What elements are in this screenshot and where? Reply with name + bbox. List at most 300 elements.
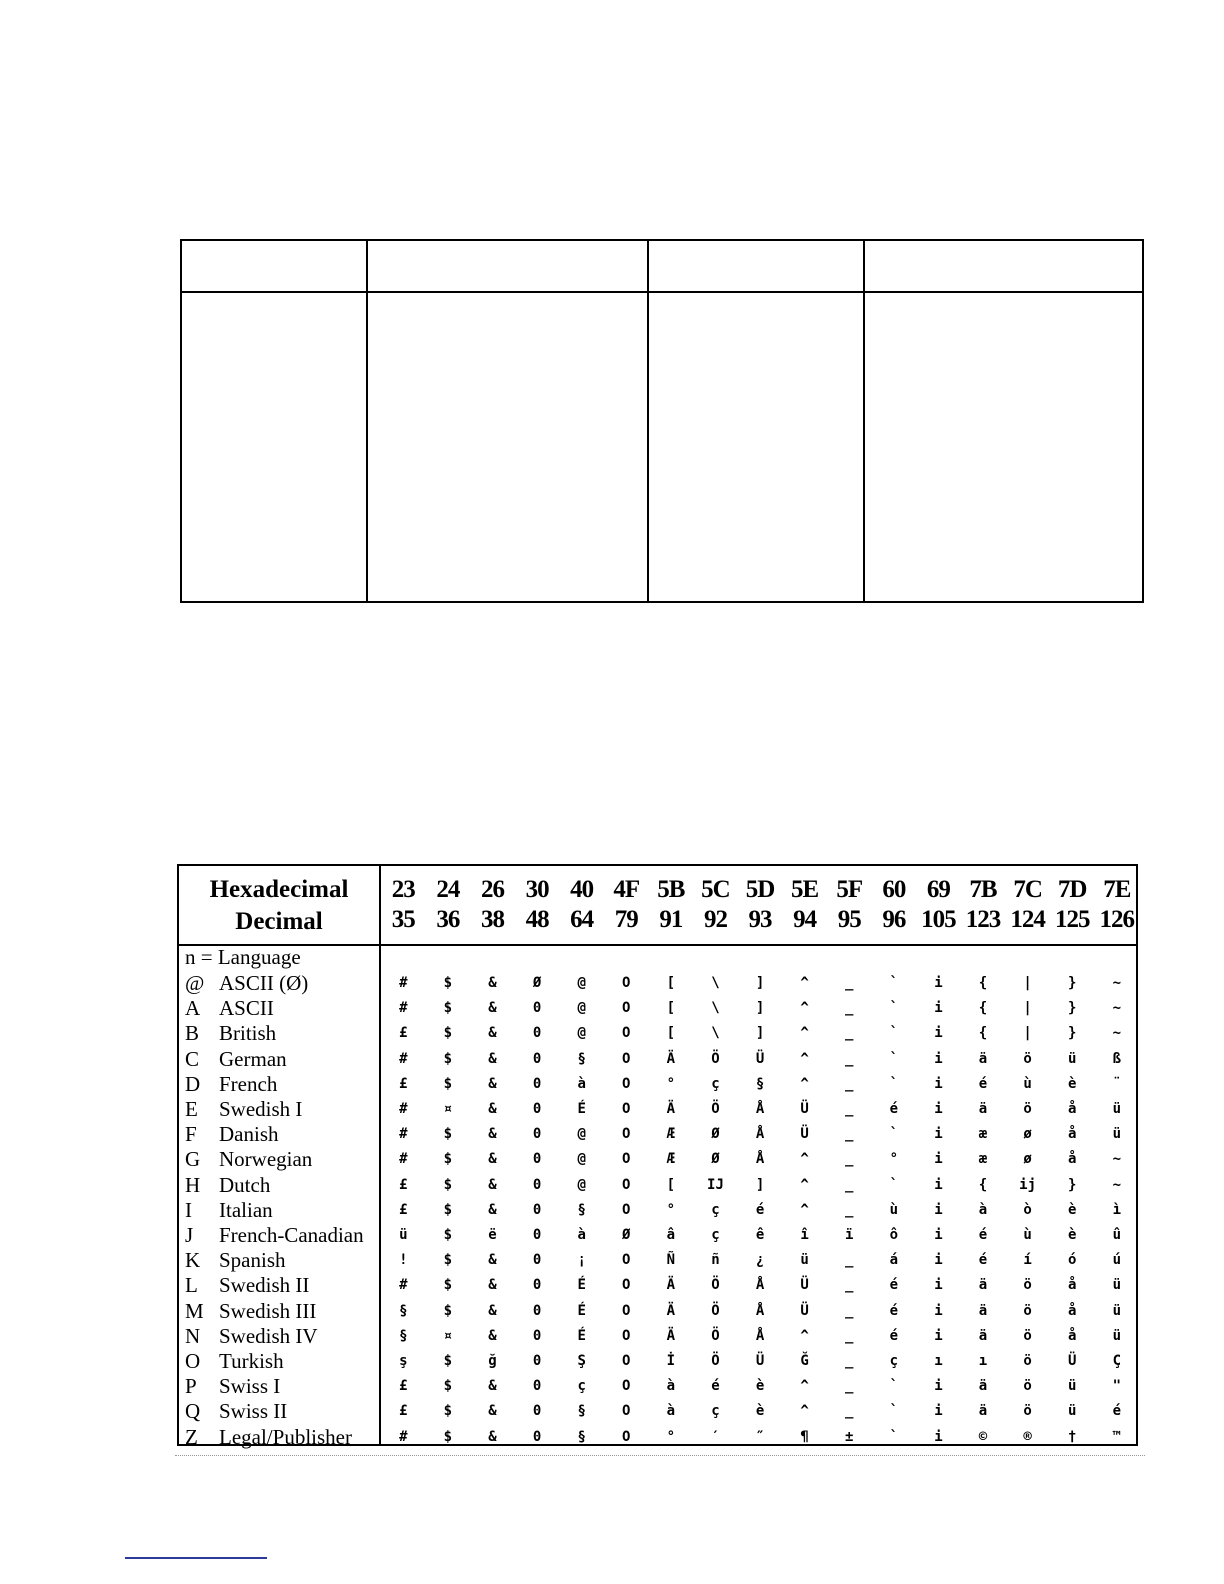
character-cell: é [755, 1201, 765, 1218]
hex-code-4f: 4F [613, 876, 640, 903]
dec-code-64: 64 [570, 906, 594, 933]
empty-header-cell-2 [367, 240, 648, 292]
character-cell: § [577, 1201, 586, 1218]
character-cell: 0 [532, 1403, 542, 1420]
language-name: Swedish II [219, 1273, 310, 1298]
character-row [381, 1399, 1136, 1424]
character-cell: ° [666, 1075, 676, 1092]
character-cell: ` [889, 1000, 899, 1017]
character-cell: O [622, 1126, 631, 1143]
character-cell: ± [845, 1428, 854, 1445]
character-cell: ü [1067, 1050, 1077, 1067]
character-cell: è [755, 1403, 765, 1420]
character-cell: é [711, 1378, 720, 1395]
dec-code-79: 79 [614, 906, 638, 933]
character-cell: ü [399, 1227, 408, 1243]
language-name: Danish [219, 1122, 279, 1147]
character-cell: Ö [711, 1353, 720, 1369]
language-row [185, 1399, 287, 1424]
character-cell: # [399, 1428, 408, 1445]
character-cell: Ä [666, 1101, 676, 1117]
hex-label: Hexadecimal [209, 876, 349, 903]
character-cell: _ [845, 1000, 854, 1017]
character-cell: $ [443, 1277, 453, 1294]
language-name: Norwegian [219, 1147, 313, 1172]
character-cell: $ [443, 1075, 453, 1092]
character-cell: ø [1023, 1151, 1032, 1168]
character-row [381, 1198, 1136, 1223]
character-cell: Ø [711, 1151, 720, 1168]
hex-code-5f: 5F [836, 876, 863, 903]
character-cell: ü [1112, 1327, 1122, 1344]
character-cell: 0 [532, 1353, 542, 1369]
character-cell: ù [1023, 1227, 1032, 1243]
character-cell: ê [755, 1227, 765, 1243]
character-cell: _ [845, 1151, 854, 1168]
hex-code-69: 69 [926, 876, 950, 903]
character-cell: ä [978, 1302, 988, 1319]
character-cell: 0 [532, 1302, 542, 1319]
character-row [381, 1097, 1136, 1122]
character-cell: ` [889, 1075, 899, 1092]
character-cell: i [934, 1403, 943, 1420]
character-cell: i [934, 975, 943, 991]
character-cell: $ [443, 1151, 453, 1168]
character-cell: ^ [800, 1075, 809, 1092]
character-cell: 0 [532, 1227, 542, 1243]
hex-code-23: 23 [391, 876, 415, 903]
character-cell: " [1112, 1378, 1122, 1395]
footnote-rule [125, 1557, 267, 1559]
language-code: P [185, 1374, 197, 1399]
character-cell: i [934, 1151, 943, 1168]
character-cell: O [622, 1302, 631, 1319]
language-name: German [219, 1046, 287, 1071]
charset-header-codes [381, 866, 1136, 946]
character-cell: i [934, 1050, 943, 1067]
character-cell: ® [1023, 1428, 1032, 1445]
character-cell: ì [1112, 1201, 1122, 1218]
character-cell: ¶ [800, 1428, 809, 1445]
charset-header-label [179, 866, 381, 946]
character-cell: ç [711, 1075, 720, 1092]
character-cell: 0 [532, 1000, 542, 1017]
character-cell: Ü [800, 1277, 809, 1294]
language-row [185, 1173, 270, 1198]
language-name: Legal/Publisher [219, 1424, 352, 1449]
character-cell: $ [443, 1201, 453, 1218]
character-cell: _ [845, 1126, 854, 1143]
character-cell: é [889, 1101, 899, 1117]
character-cell: ç [711, 1227, 720, 1243]
character-cell: Ö [711, 1327, 720, 1344]
character-cell: é [889, 1302, 899, 1319]
hex-code-5e: 5E [791, 876, 819, 903]
character-cell: ^ [800, 1378, 809, 1395]
empty-body-cell-2 [367, 292, 648, 602]
language-name: French [219, 1071, 278, 1096]
character-cell: Ä [666, 1277, 676, 1294]
character-cell: ° [666, 1428, 676, 1445]
language-row [185, 1223, 364, 1248]
character-cell: å [1067, 1302, 1077, 1319]
character-cell: # [399, 1000, 408, 1017]
character-cell: @ [577, 1000, 586, 1017]
character-cell: & [488, 1327, 497, 1344]
dec-code-35: 35 [391, 906, 415, 933]
character-cell: ` [889, 1403, 899, 1420]
language-row [185, 1072, 277, 1097]
character-row [381, 1122, 1136, 1147]
dec-code-96: 96 [882, 906, 906, 933]
character-cell: © [978, 1428, 988, 1445]
character-cell: Ü [1067, 1353, 1077, 1369]
language-code: M [185, 1298, 204, 1323]
character-cell: Æ [666, 1126, 676, 1143]
character-cell: _ [845, 1353, 854, 1369]
character-cell: _ [845, 1050, 854, 1067]
character-grid [381, 946, 1136, 1444]
character-cell: ′ [711, 1428, 720, 1445]
character-cell: $ [443, 1050, 453, 1067]
character-cell: Ø [622, 1227, 631, 1243]
character-cell: Ü [800, 1302, 809, 1319]
language-row [185, 1047, 287, 1072]
character-cell: Ö [711, 1101, 720, 1117]
character-cell: ü [1067, 1378, 1077, 1395]
character-cell: á [889, 1252, 899, 1269]
character-row [381, 1324, 1136, 1349]
language-code: I [185, 1197, 192, 1222]
language-row [185, 971, 308, 996]
character-cell: ò [1023, 1201, 1032, 1218]
character-cell: É [577, 1302, 586, 1319]
character-cell: Ö [711, 1277, 720, 1294]
character-cell: ö [1023, 1403, 1032, 1420]
character-cell: é [978, 1252, 988, 1269]
character-cell: ] [755, 975, 765, 991]
character-cell: ë [488, 1227, 497, 1243]
language-name: Dutch [219, 1172, 271, 1197]
character-cell: { [978, 1176, 988, 1193]
dec-code-126: 126 [1099, 906, 1135, 933]
character-cell: i [934, 1176, 943, 1193]
character-cell: & [488, 1025, 497, 1042]
character-cell: _ [845, 1327, 854, 1344]
character-row [381, 1425, 1136, 1450]
language-code: E [185, 1097, 198, 1121]
character-cell: $ [443, 1252, 453, 1269]
character-cell: İ [666, 1353, 676, 1369]
character-cell: } [1067, 1025, 1077, 1042]
character-cell: _ [845, 1101, 854, 1117]
character-cell: O [622, 1101, 631, 1117]
character-cell: Å [755, 1101, 765, 1117]
character-cell: æ [978, 1126, 988, 1143]
character-cell: i [934, 1378, 943, 1395]
character-cell: i [934, 1327, 943, 1344]
language-column-title: n = Language [185, 945, 301, 969]
language-name: ASCII (Ø) [219, 971, 309, 995]
character-cell: # [399, 1151, 408, 1168]
character-cell: Å [755, 1151, 765, 1168]
character-cell: @ [577, 1025, 586, 1042]
character-cell: i [934, 1025, 943, 1042]
character-cell: â [666, 1227, 676, 1243]
character-row [381, 1173, 1136, 1198]
dec-code-48: 48 [525, 906, 549, 933]
character-cell: ù [1023, 1075, 1032, 1092]
character-cell: @ [577, 975, 586, 991]
language-row [185, 1248, 286, 1273]
character-cell: | [1023, 1025, 1032, 1042]
language-code: Z [185, 1424, 198, 1449]
character-cell: Å [755, 1126, 765, 1143]
character-cell: ! [399, 1252, 408, 1269]
hex-code-30: 30 [525, 876, 549, 903]
empty-body-cell-3 [648, 292, 864, 602]
character-cell: 0 [532, 1075, 542, 1092]
character-cell: _ [845, 1302, 854, 1319]
language-name: Spanish [219, 1248, 286, 1273]
character-cell: [ [666, 1000, 676, 1017]
language-name: ASCII [219, 996, 274, 1021]
character-cell: _ [845, 1176, 854, 1193]
character-cell: ä [978, 1050, 988, 1067]
character-cell: ~ [1112, 1025, 1122, 1042]
language-row [185, 1374, 280, 1399]
character-cell: ß [1112, 1050, 1122, 1067]
character-cell: $ [443, 1353, 453, 1369]
character-cell: æ [978, 1151, 988, 1168]
character-cell: | [1023, 1000, 1032, 1017]
dec-code-123: 123 [965, 906, 1001, 933]
character-cell: í [1023, 1252, 1032, 1269]
character-cell: ij [1019, 1176, 1037, 1193]
character-cell: 0 [532, 1050, 542, 1067]
character-cell: ö [1023, 1327, 1032, 1344]
language-row [185, 1273, 309, 1298]
character-cell: ] [755, 1025, 765, 1042]
dec-code-95: 95 [837, 906, 861, 933]
character-cell: ñ [711, 1252, 720, 1269]
character-cell: ı [934, 1353, 943, 1369]
character-cell: Ö [711, 1050, 720, 1067]
character-cell: $ [443, 1025, 453, 1042]
character-cell: Å [755, 1327, 765, 1344]
character-cell: _ [845, 1403, 854, 1420]
dotted-rule [175, 1455, 1145, 1456]
character-cell: $ [443, 1302, 453, 1319]
hex-code-5b: 5B [657, 876, 685, 903]
character-cell: _ [845, 1252, 854, 1269]
character-cell: ğ [488, 1353, 497, 1369]
character-cell: è [1067, 1075, 1077, 1092]
character-cell: ` [889, 1025, 899, 1042]
character-cell: Ø [711, 1126, 720, 1143]
character-cell: $ [443, 1378, 453, 1395]
character-cell: 0 [532, 1252, 542, 1269]
character-cell: É [577, 1327, 586, 1344]
character-cell: 0 [532, 1176, 542, 1193]
hex-code-5c: 5C [701, 876, 730, 903]
character-cell: ] [755, 1176, 765, 1193]
language-name: Italian [219, 1197, 273, 1222]
character-cell: ı [978, 1353, 988, 1369]
character-cell: & [488, 1101, 497, 1117]
character-cell: $ [443, 975, 453, 991]
character-cell: é [978, 1227, 988, 1243]
character-row [381, 1147, 1136, 1172]
language-row [185, 1425, 352, 1450]
character-cell: $ [443, 1126, 453, 1143]
language-row [185, 1147, 312, 1172]
character-cell: ` [889, 1176, 899, 1193]
language-row [185, 1198, 273, 1223]
character-cell: è [1067, 1201, 1077, 1218]
character-cell: ` [889, 1050, 899, 1067]
hex-code-7e: 7E [1103, 876, 1131, 903]
hex-code-26: 26 [480, 876, 504, 903]
language-name: Turkish [219, 1349, 284, 1373]
character-cell: ` [889, 1378, 899, 1395]
character-cell: IJ [707, 1176, 724, 1193]
character-cell: ş [399, 1353, 408, 1369]
character-cell: $ [443, 1176, 453, 1193]
character-row [381, 1273, 1136, 1298]
character-cell: ö [1023, 1378, 1032, 1395]
character-cell: } [1067, 975, 1077, 991]
character-cell: & [488, 1277, 497, 1294]
character-cell: ü [1112, 1277, 1122, 1294]
hex-code-7c: 7C [1013, 876, 1042, 903]
character-cell: ` [889, 975, 899, 991]
character-cell: ~ [1112, 1000, 1122, 1017]
character-cell: ú [1112, 1252, 1122, 1269]
empty-table [180, 239, 1144, 603]
dec-code-row [381, 906, 1136, 934]
character-cell: O [622, 1252, 631, 1269]
character-cell: ^ [800, 1025, 809, 1042]
character-cell: & [488, 1403, 497, 1420]
character-cell: i [934, 1428, 943, 1445]
character-cell: Ü [755, 1353, 765, 1369]
character-cell: i [934, 1201, 943, 1218]
character-cell: î [800, 1227, 809, 1243]
hex-code-60: 60 [882, 876, 906, 903]
character-cell: Ä [666, 1302, 676, 1319]
character-cell: § [577, 1428, 586, 1445]
character-cell: ^ [800, 1050, 809, 1067]
character-cell: ¤ [443, 1327, 453, 1344]
language-name: Swedish IV [219, 1323, 318, 1348]
character-cell: ø [1023, 1126, 1032, 1143]
character-cell: & [488, 1050, 497, 1067]
character-cell: ^ [800, 1327, 809, 1344]
character-cell: $ [443, 1428, 453, 1445]
empty-header-cell-1 [181, 240, 367, 292]
language-code: O [185, 1349, 201, 1373]
character-cell: 0 [532, 1378, 542, 1395]
character-cell: ö [1023, 1353, 1032, 1369]
character-cell: & [488, 1126, 497, 1143]
character-cell: ¡ [577, 1252, 586, 1269]
language-name: British [219, 1021, 277, 1046]
dec-code-94: 94 [793, 906, 817, 933]
character-cell: Ö [711, 1302, 720, 1319]
language-row [185, 1122, 279, 1147]
character-cell: å [1067, 1151, 1077, 1168]
hex-code-5d: 5D [745, 876, 775, 903]
character-cell: ` [889, 1428, 899, 1445]
character-cell: £ [399, 1025, 408, 1042]
language-row [185, 1324, 318, 1349]
language-name: French-Canadian [219, 1223, 364, 1247]
dec-code-91: 91 [659, 906, 683, 933]
character-row [381, 1047, 1136, 1072]
character-cell: à [577, 1075, 586, 1092]
character-cell: ö [1023, 1302, 1032, 1319]
character-cell: i [934, 1126, 943, 1143]
character-cell: O [622, 1000, 631, 1017]
character-cell: ï [845, 1227, 854, 1243]
character-cell: @ [577, 1126, 586, 1143]
character-row [381, 1248, 1136, 1273]
character-cell: # [399, 1277, 408, 1294]
character-cell: É [577, 1277, 586, 1294]
character-cell: 0 [532, 1277, 542, 1294]
character-cell: Ş [577, 1353, 586, 1369]
character-cell: 0 [532, 1428, 542, 1445]
character-cell: à [978, 1201, 988, 1218]
character-cell: § [755, 1075, 765, 1092]
character-cell: ° [666, 1201, 676, 1218]
character-cell: 0 [532, 1327, 542, 1344]
character-cell: Ü [755, 1050, 765, 1067]
character-cell: ¤ [443, 1101, 453, 1117]
character-cell: à [666, 1378, 676, 1395]
character-cell: ç [711, 1201, 720, 1218]
character-cell: i [934, 1252, 943, 1269]
character-cell: § [577, 1403, 586, 1420]
character-cell: ù [889, 1201, 899, 1218]
language-name: Swedish I [219, 1097, 303, 1121]
character-cell: i [934, 1101, 943, 1117]
character-cell: Ñ [666, 1252, 676, 1269]
character-cell: 0 [532, 1126, 542, 1143]
dec-code-125: 125 [1054, 906, 1090, 933]
character-cell: & [488, 1428, 497, 1445]
empty-body-cell-4 [864, 292, 1143, 602]
character-cell: £ [399, 1201, 408, 1218]
character-cell: O [622, 975, 631, 991]
hex-code-7d: 7D [1057, 876, 1087, 903]
character-cell: { [978, 1025, 988, 1042]
language-column [179, 945, 381, 1449]
character-cell: é [1112, 1403, 1122, 1420]
language-code: B [185, 1021, 200, 1046]
character-cell: é [889, 1327, 899, 1344]
character-cell: $ [443, 1000, 453, 1017]
character-cell: è [755, 1378, 765, 1395]
language-name: Swedish III [219, 1298, 317, 1323]
character-cell: _ [845, 1277, 854, 1294]
character-row [381, 1021, 1136, 1046]
character-cell: i [934, 1277, 943, 1294]
character-cell: \ [711, 1000, 720, 1017]
hex-code-7b: 7B [969, 876, 997, 903]
character-cell: & [488, 1176, 497, 1193]
